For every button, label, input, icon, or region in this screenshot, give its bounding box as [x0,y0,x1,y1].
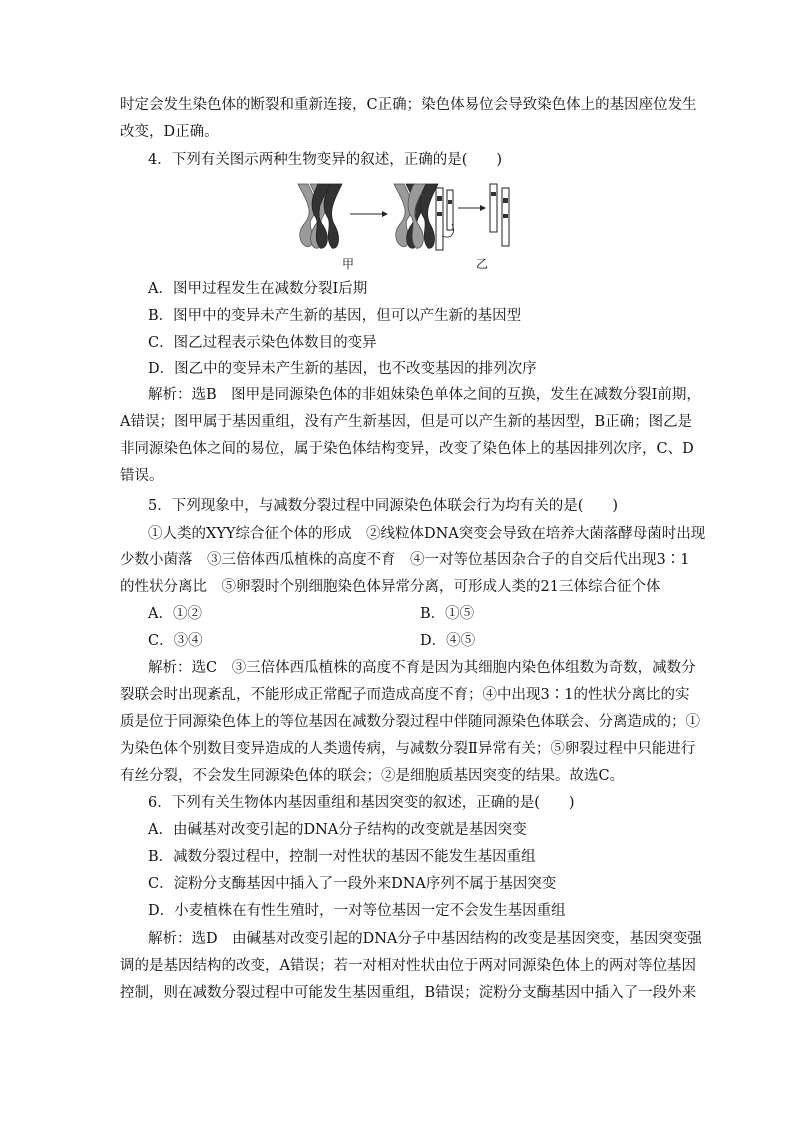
question-5-statement-line: ①人类的XYY综合征个体的形成 ②线粒体DNA突变会导致在培养大菌落酵母菌时出现 [148,526,706,542]
text-line: 改变，D正确。 [120,124,219,140]
figure-yi [436,184,509,250]
question-4-option-d: D．图乙中的变异未产生新的基因，也不改变基因的排列次序 [148,361,537,377]
chromosome-diagram [290,178,530,273]
question-4-stem: 4．下列有关图示两种生物变异的叙述，正确的是( ) [148,152,503,168]
question-5-option-d: D．④⑤ [420,633,476,649]
question-6-option-a: A．由碱基对改变引起的DNA分子结构的改变就是基因突变 [148,822,527,838]
question-5-answer-line: 裂联会时出现紊乱，不能形成正常配子而造成高度不育；④中出现3∶1的性状分离比的实 [120,687,690,703]
question-6-answer-line: 控制，则在减数分裂过程中可能发生基因重组，B错误；淀粉分支酶基因中插入了一段外来 [120,985,697,1001]
question-5-option-b: B．①⑤ [420,606,475,622]
question-4-answer-line: 非同源染色体之间的易位，属于染色体结构变异，改变了染色体上的基因排列次序，C、D [120,441,694,457]
question-5-option-a: A．①② [148,606,202,622]
question-5-statement-line: 的性状分离比 ⑤卵裂时个别细胞染色体异常分离，可形成人类的21三体综合征个体 [120,579,661,595]
question-6-option-c: C．淀粉分支酶基因中插入了一段外来DNA序列不属于基因突变 [148,876,557,892]
question-6-option-d: D．小麦植株在有性生殖时，一对等位基因一定不会发生基因重组 [148,903,566,919]
question-6-answer-line: 调的是基因结构的改变，A错误；若一对相对性状由位于两对同源染色体上的两对等位基因 [120,958,696,974]
question-4-answer-line: 错误。 [120,468,164,484]
question-5-answer-line: 质是位于同源染色体上的等位基因在减数分裂过程中伴随同源染色体联会、分离造成的；① [120,714,700,730]
question-4-option-b: B．图甲中的变异未产生新的基因，但可以产生新的基因型 [148,308,522,324]
question-5-stem: 5．下列现象中，与减数分裂过程中同源染色体联会行为均有关的是( ) [148,498,619,514]
text-line: 时定会发生染色体的断裂和重新连接，C正确；染色体易位会导致染色体上的基因座位发生 [120,97,697,113]
figure-label-jia: 甲 [342,257,355,271]
arrow-jia [350,211,388,217]
question-6-stem: 6．下列有关生物体内基因重组和基因突变的叙述，正确的是( ) [148,795,575,811]
question-4-answer-line: A错误；图甲属于基因重组，没有产生新基因，但是可以产生新的基因型，B正确；图乙是 [120,414,693,430]
question-4-answer-line: 解析：选B 图甲是同源染色体的非姐妹染色单体之间的互换，发生在减数分裂Ⅰ前期， [148,387,701,403]
question-4-option-c: C．图乙过程表示染色体数目的变异 [148,335,377,351]
question-5-statement-line: 少数小菌落 ③三倍体西瓜植株的高度不育 ④一对等位基因杂合子的自交后代出现3∶1 [120,552,690,568]
question-5-answer-line: 为染色体个别数目变异造成的人类遗传病，与减数分裂Ⅱ异常有关；⑤卵裂过程中只能进行 [120,741,696,757]
question-6-option-b: B．减数分裂过程中，控制一对性状的基因不能发生基因重组 [148,849,536,865]
chromosome-figure [290,178,530,273]
question-5-option-c: C．③④ [148,633,203,649]
question-6-answer-line: 解析：选D 由碱基对改变引起的DNA分子中基因结构的改变是基因突变，基因突变强 [148,931,702,947]
question-5-answer-line: 解析：选C ③三倍体西瓜植株的高度不育是因为其细胞内染色体组数为奇数，减数分 [148,660,696,676]
figure-jia-before [298,184,342,248]
question-5-answer-line: 有丝分裂，不会发生同源染色体的联会；②是细胞质基因突变的结果。故选C。 [120,768,625,784]
figure-label-yi: 乙 [476,257,489,271]
question-4-option-a: A．图甲过程发生在减数分裂Ⅰ后期 [148,281,368,297]
figure-jia-after [394,184,438,248]
